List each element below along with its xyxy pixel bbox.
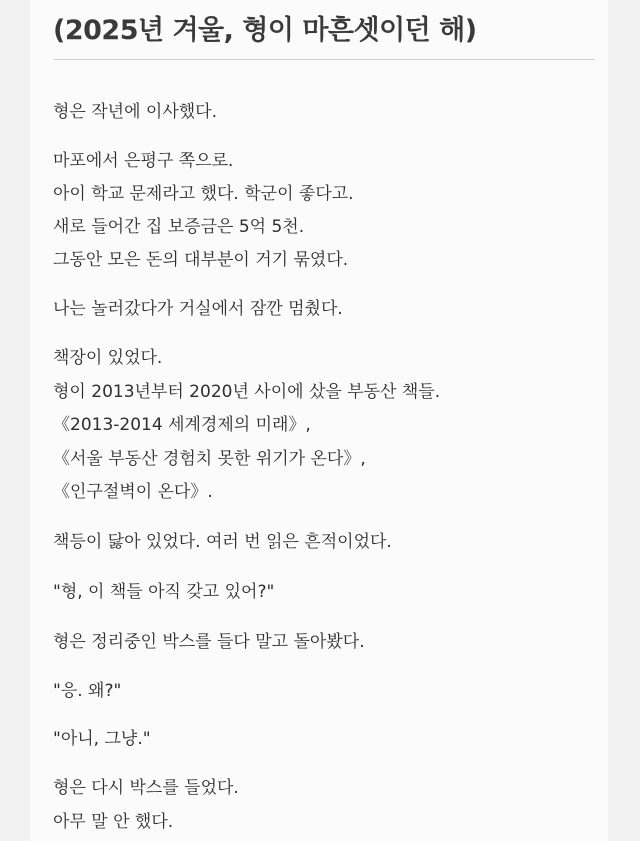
text-line: 형이 2013년부터 2020년 사이에 샀을 부동산 책들. <box>53 382 441 402</box>
text-line: 형은 다시 박스를 들었다. <box>53 778 239 798</box>
text-line: 책장이 있었다. <box>53 348 163 368</box>
text-line: 그동안 모은 돈의 대부분이 거기 묶였다. <box>53 250 349 270</box>
text-line: 아무 말 안 했다. <box>53 812 174 832</box>
page-title: (2025년 겨울, 형이 마흔셋이던 해) <box>53 15 477 46</box>
text-line: 새로 들어간 집 보증금은 5억 5천. <box>53 217 305 237</box>
document-page <box>30 0 608 841</box>
text-line: 나는 놀러갔다가 거실에서 잠깐 멈췄다. <box>53 299 343 319</box>
text-line: 마포에서 은평구 쪽으로. <box>53 151 234 171</box>
text-line: 《2013-2014 세계경제의 미래》, <box>53 415 311 435</box>
text-line: 형은 정리중인 박스를 들다 말고 돌아봤다. <box>53 632 365 652</box>
text-line: 아이 학교 문제라고 했다. 학군이 좋다고. <box>53 184 354 204</box>
text-line: "아니, 그냥." <box>53 729 151 749</box>
text-line: 《서울 부동산 경험치 못한 위기가 온다》, <box>53 449 366 469</box>
text-line: 책등이 닳아 있었다. 여러 번 읽은 흔적이었다. <box>53 532 392 552</box>
title-divider <box>54 59 595 60</box>
text-line: "형, 이 책들 아직 갖고 있어?" <box>53 582 275 602</box>
text-line: 《인구절벽이 온다》. <box>53 482 213 502</box>
text-line: 형은 작년에 이사했다. <box>53 102 218 122</box>
text-line: "응. 왜?" <box>53 681 122 701</box>
